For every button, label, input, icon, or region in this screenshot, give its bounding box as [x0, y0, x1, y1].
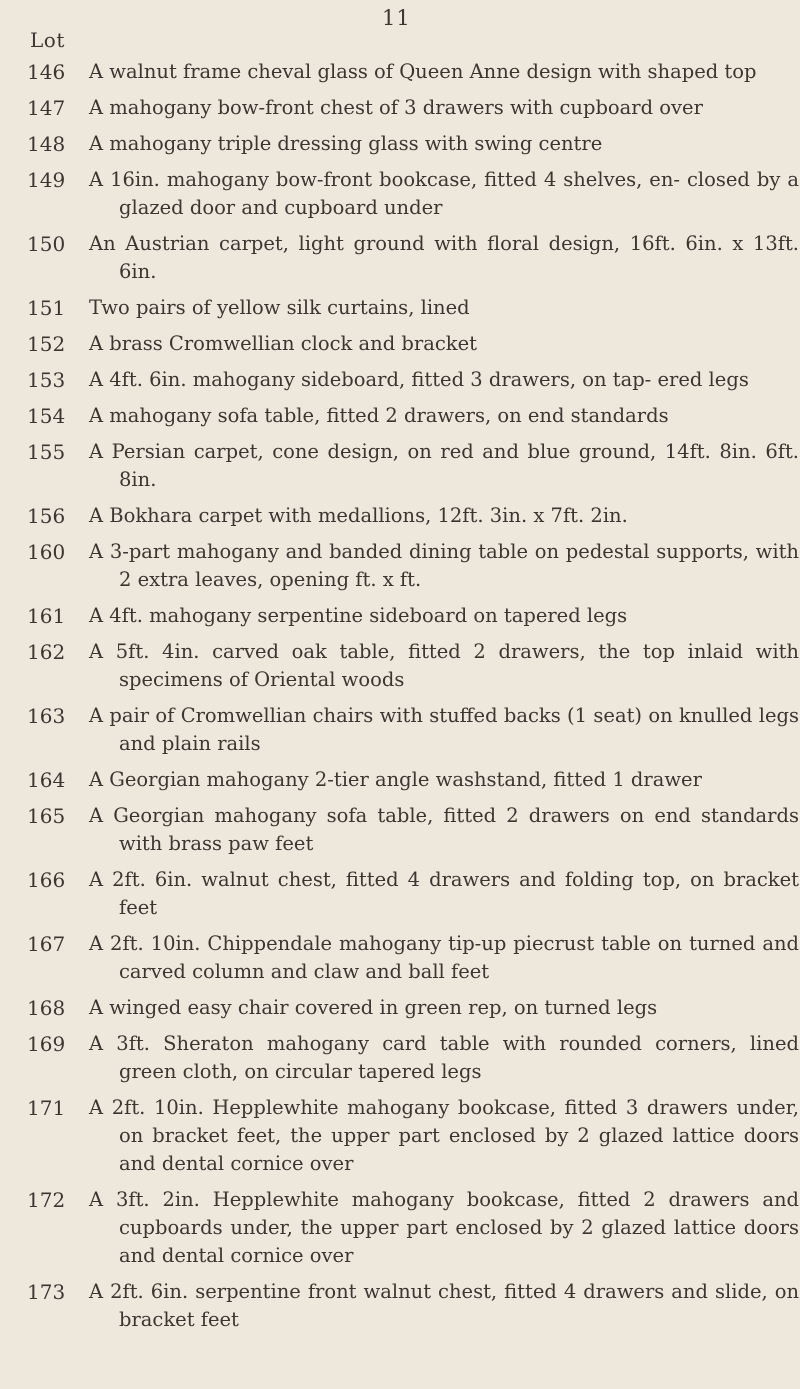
lot-description: A 5ft. 4in. carved oak table, fitted 2 drawers, the top inlaid with specimens of Oriental woods: [89, 640, 799, 691]
lot-number: 166: [27, 868, 66, 892]
lot-number: 161: [27, 604, 66, 628]
lot-number: 165: [27, 804, 66, 828]
lot-entry: [0, 638, 800, 694]
lot-entry: [0, 166, 800, 222]
lot-number: 150: [27, 232, 66, 256]
lot-number: 156: [27, 504, 66, 528]
lot-entry: [0, 994, 800, 1022]
lot-entry: [0, 130, 800, 158]
lot-number: 149: [27, 168, 66, 192]
lot-number: 152: [27, 332, 66, 356]
lot-number: 169: [27, 1032, 66, 1056]
lot-description: A mahogany sofa table, fitted 2 drawers, on end standards: [89, 404, 669, 427]
lot-number: 173: [27, 1280, 66, 1304]
lot-description: A 3ft. Sheraton mahogany card table with rounded corners, lined green cloth, on circular tapered legs: [89, 1032, 799, 1083]
lot-number: 151: [27, 296, 66, 320]
lot-number: 167: [27, 932, 66, 956]
lot-description: A 2ft. 6in. walnut chest, fitted 4 drawers and folding top, on bracket feet: [89, 868, 799, 919]
lot-entry: [0, 58, 800, 86]
lot-description: A 3ft. 2in. Hepplewhite mahogany bookcase, fitted 2 drawers and cupboards under, the upper part enclosed by 2 glazed lattice doors and dental cornice over: [89, 1188, 799, 1267]
lot-entry: [0, 866, 800, 922]
lot-entry: [0, 366, 800, 394]
lot-description: A brass Cromwellian clock and bracket: [89, 332, 477, 355]
lot-entry: [0, 1030, 800, 1086]
lot-entry: [0, 330, 800, 358]
lot-number: 162: [27, 640, 66, 664]
lot-entry: [0, 1278, 800, 1334]
lot-description: An Austrian carpet, light ground with floral design, 16ft. 6in. x 13ft. 6in.: [89, 232, 799, 283]
lot-description: A 2ft. 10in. Hepplewhite mahogany bookcase, fitted 3 drawers under, on bracket feet, the upper part enclosed by 2 glazed lattice doors and dental cornice over: [89, 1096, 799, 1175]
lot-description: Two pairs of yellow silk curtains, lined: [89, 296, 470, 319]
lot-entry: [0, 94, 800, 122]
lot-entry: [0, 930, 800, 986]
lot-description: A Georgian mahogany 2-tier angle washstand, fitted 1 drawer: [89, 768, 702, 791]
lot-number: 164: [27, 768, 66, 792]
lot-number: 172: [27, 1188, 66, 1212]
lot-description: A Persian carpet, cone design, on red and blue ground, 14ft. 8in. 6ft. 8in.: [89, 440, 799, 491]
lot-number: 171: [27, 1096, 66, 1120]
lot-entry: [0, 230, 800, 286]
lot-entry: [0, 1094, 800, 1178]
lot-column-header: Lot: [30, 28, 65, 52]
lot-number: 163: [27, 704, 66, 728]
lot-entry: [0, 802, 800, 858]
lot-number: 153: [27, 368, 66, 392]
lot-description: A walnut frame cheval glass of Queen Anne design with shaped top: [89, 60, 757, 83]
lot-description: A 4ft. 6in. mahogany sideboard, fitted 3 drawers, on tap- ered legs: [89, 368, 749, 391]
lot-number: 160: [27, 540, 66, 564]
lot-entry: [0, 702, 800, 758]
lot-entry: [0, 602, 800, 630]
lot-entry: [0, 1186, 800, 1270]
lot-description: A mahogany bow-front chest of 3 drawers with cupboard over: [89, 96, 703, 119]
lot-number: 148: [27, 132, 66, 156]
lot-description: A Bokhara carpet with medallions, 12ft. 3in. x 7ft. 2in.: [89, 504, 628, 527]
lot-number: 146: [27, 60, 66, 84]
lot-description: A pair of Cromwellian chairs with stuffed backs (1 seat) on knulled legs and plain rails: [89, 704, 799, 755]
lot-entry: [0, 402, 800, 430]
lot-description: A 2ft. 10in. Chippendale mahogany tip-up piecrust table on turned and carved column and claw and ball feet: [89, 932, 799, 983]
lot-description: A 3-part mahogany and banded dining table on pedestal supports, with 2 extra leaves, opening ft. x ft.: [89, 540, 799, 591]
lot-entry: [0, 294, 800, 322]
lot-number: 154: [27, 404, 66, 428]
page-number: 11: [382, 6, 411, 30]
lot-description: A 16in. mahogany bow-front bookcase, fitted 4 shelves, en- closed by a glazed door and cupboard under: [89, 168, 799, 219]
lot-number: 155: [27, 440, 66, 464]
lot-entry: [0, 538, 800, 594]
lot-number: 168: [27, 996, 66, 1020]
lot-entry: [0, 766, 800, 794]
lot-description: A 2ft. 6in. serpentine front walnut chest, fitted 4 drawers and slide, on bracket feet: [89, 1280, 799, 1331]
lot-entry: [0, 438, 800, 494]
lot-description: A mahogany triple dressing glass with swing centre: [89, 132, 603, 155]
lot-description: A winged easy chair covered in green rep, on turned legs: [89, 996, 658, 1019]
lot-description: A 4ft. mahogany serpentine sideboard on tapered legs: [89, 604, 628, 627]
lot-entry: [0, 502, 800, 530]
lot-number: 147: [27, 96, 66, 120]
lot-list: [0, 58, 800, 1342]
lot-description: A Georgian mahogany sofa table, fitted 2 drawers on end standards with brass paw feet: [89, 804, 799, 855]
